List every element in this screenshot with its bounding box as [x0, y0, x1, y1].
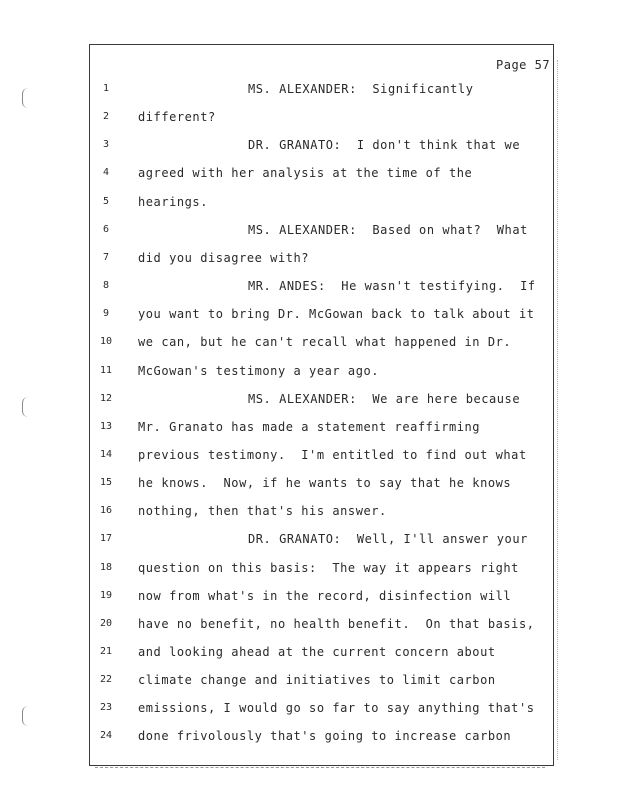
transcript-line [0, 136, 618, 154]
transcript-line [0, 615, 618, 633]
transcript-line [0, 249, 618, 267]
transcript-line [0, 221, 618, 239]
transcript-line [0, 193, 618, 211]
line-number: 21 [99, 646, 113, 657]
line-text: did you disagree with? [138, 250, 310, 265]
line-number: 6 [102, 223, 110, 235]
line-number: 13 [99, 420, 113, 432]
line-text: Mr. Granato has made a statement reaffirming [138, 419, 481, 434]
line-number: 1 [102, 83, 110, 94]
line-number: 11 [99, 364, 113, 376]
transcript-line [0, 108, 618, 126]
line-text: nothing, then that's his answer. [138, 504, 387, 519]
page-number: Page 57 [496, 58, 551, 72]
line-number: 20 [99, 617, 113, 629]
line-text: MS. ALEXANDER: We are here because [248, 391, 521, 406]
line-text: now from what's in the record, disinfection will [138, 588, 512, 603]
transcript-line [0, 418, 618, 436]
line-text: we can, but he can't recall what happened in Dr. [138, 335, 512, 350]
line-number: 9 [102, 308, 110, 320]
line-number: 2 [102, 111, 110, 123]
transcript-line [0, 727, 618, 745]
transcript-line [0, 333, 618, 351]
line-number: 24 [99, 730, 113, 742]
line-text: MS. ALEXANDER: Significantly [248, 82, 474, 96]
transcript-line [0, 474, 618, 492]
line-text: and looking ahead at the current concern about [138, 645, 496, 659]
line-text: DR. GRANATO: I don't think that we [248, 138, 521, 153]
line-number: 5 [102, 195, 110, 207]
transcript-line [0, 671, 618, 689]
line-text: agreed with her analysis at the time of the [138, 166, 473, 181]
line-number: 17 [99, 533, 113, 545]
scan-bottom-edge [95, 767, 545, 770]
line-number: 3 [102, 139, 110, 151]
line-number: 15 [99, 477, 113, 489]
transcript-line [0, 699, 618, 717]
line-text: different? [138, 110, 216, 125]
line-number: 16 [99, 505, 113, 517]
line-text: DR. GRANATO: Well, I'll answer your [248, 532, 528, 547]
transcript-line [0, 390, 618, 408]
line-text: climate change and initiatives to limit carbon [138, 673, 496, 688]
line-number: 10 [99, 336, 113, 348]
line-number: 23 [99, 702, 113, 714]
line-text: MR. ANDES: He wasn't testifying. If [248, 279, 536, 294]
line-number: 7 [102, 251, 110, 263]
line-text: MS. ALEXANDER: Based on what? What [248, 222, 528, 237]
line-text: he knows. Now, if he wants to say that he knows [138, 476, 512, 491]
line-number: 8 [102, 280, 110, 292]
line-text: question on this basis: The way it appears right [138, 560, 519, 575]
line-text: you want to bring Dr. McGowan back to talk about it [138, 307, 535, 322]
transcript-line [0, 643, 618, 661]
line-number: 18 [99, 561, 113, 573]
transcript-line [0, 277, 618, 295]
transcript-line [0, 80, 618, 98]
line-number: 12 [99, 392, 113, 404]
transcript-line [0, 164, 618, 182]
line-number: 14 [99, 448, 113, 460]
transcript-line [0, 305, 618, 323]
transcript-line [0, 559, 618, 577]
transcript-line [0, 502, 618, 520]
line-text: hearings. [138, 194, 208, 209]
line-text: McGowan's testimony a year ago. [138, 363, 380, 378]
transcript-line [0, 446, 618, 464]
line-text: done frivolously that's going to increase carbon [138, 729, 512, 744]
line-text: emissions, I would go so far to say anything that's [138, 701, 535, 716]
line-number: 22 [99, 674, 113, 686]
line-text: previous testimony. I'm entitled to find out what [138, 447, 527, 462]
line-number: 19 [99, 589, 113, 601]
line-number: 4 [102, 167, 110, 179]
transcript-line [0, 362, 618, 380]
line-text: have no benefit, no health benefit. On that basis, [138, 616, 535, 631]
transcript-line [0, 587, 618, 605]
transcript-line [0, 530, 618, 548]
